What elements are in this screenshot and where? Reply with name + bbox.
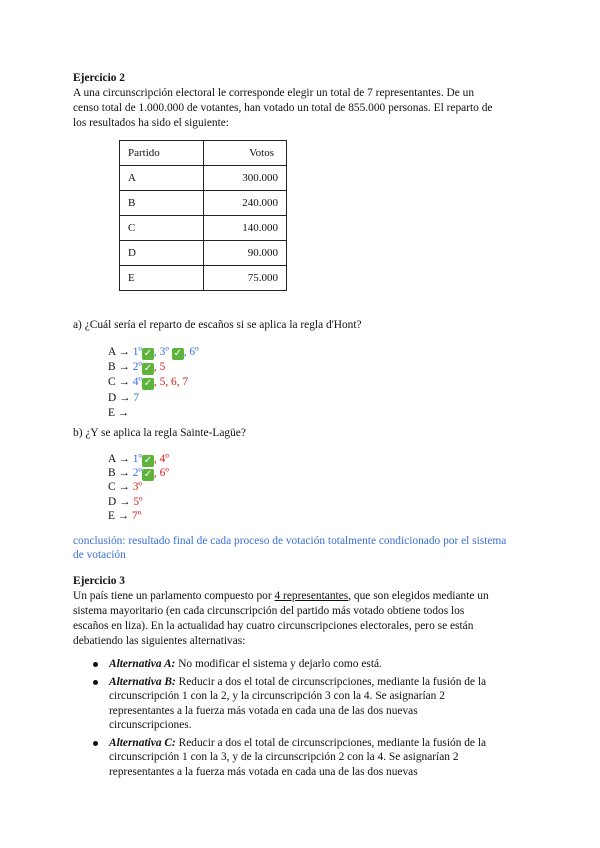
alternative-text: circunscripciones. (109, 719, 192, 731)
answer-seat-text: 2º (132, 467, 142, 480)
table-cell-party: D (120, 241, 204, 266)
alternative-line (109, 657, 382, 672)
alternative-text: circunscripción 1 con la 3, y de la circunscripción 2 con la 4. Se asignarían 2 (109, 751, 459, 763)
ex3-intro-line-4: debatiendo las siguientes alternativas: (73, 635, 246, 647)
ex2-intro-line-1: A una circunscripción electoral le corresponde elegir un total de 7 representantes. De un (73, 87, 475, 99)
ex2-intro-line-3: los resultados ha sido el siguiente: (73, 117, 229, 129)
sainte-lague-answer-line (108, 452, 169, 467)
alternative-text: No modificar el sistema y dejarlo como está. (175, 658, 382, 670)
alternative-line (109, 689, 445, 704)
votes-table (119, 140, 287, 291)
ex3-intro-line-3: escaños en liza). En la actualidad hay cuatro circunscripciones electorales, pero se están (73, 620, 474, 632)
table-row (120, 191, 287, 216)
dhont-answer-line (108, 406, 129, 421)
answer-seat-text: 4º (132, 376, 142, 389)
answer-seat-text: , 5 (153, 361, 166, 374)
bullet-icon (93, 662, 98, 667)
answer-party-prefix: E → (108, 406, 130, 419)
answer-seat-text: 5º (133, 495, 143, 508)
answer-seat-text: 1º (132, 346, 142, 358)
alternative-line (109, 675, 486, 690)
sainte-lague-answer-line (108, 495, 143, 510)
answer-party-prefix: A → (108, 453, 133, 465)
table-cell-votes: 240.000 (204, 191, 287, 216)
alternative-line (109, 718, 192, 733)
alternative-line (109, 765, 418, 780)
answer-seat-text: 7 (133, 391, 140, 404)
table-cell-votes: 75.000 (204, 266, 287, 291)
table-header-votes: Votos (204, 141, 287, 166)
table-header-row (120, 141, 287, 166)
answer-seat-text: 2º (132, 361, 142, 374)
sainte-lague-answer-line (108, 509, 141, 524)
table-header-party: Partido (120, 141, 204, 166)
sainte-lague-answer-line (108, 466, 169, 481)
ex3-intro-post: , que son elegidos mediante un (348, 590, 489, 602)
alternative-text: representantes a la fuerza más votada en cada una de las dos nuevas (109, 704, 418, 717)
alternative-line (109, 750, 459, 765)
bullet-icon (93, 680, 98, 685)
ex2-intro-line-2: censo total de 1.000.000 de votantes, han votado un total de 855.000 personas. El reparto de (73, 102, 493, 114)
checkmark-icon: ✓ (143, 363, 153, 375)
dhont-answer-line (108, 360, 165, 375)
table-row (120, 216, 287, 241)
dhont-answer-line (108, 391, 139, 406)
question-a: a) ¿Cuál sería el reparto de escaños si se aplica la regla d'Hont? (73, 319, 362, 331)
checkmark-icon: ✓ (143, 455, 153, 466)
dhont-answer-line (108, 375, 188, 390)
answer-party-prefix: B → (108, 361, 133, 374)
answer-seat-text: , 3º (153, 346, 172, 358)
table-row (120, 166, 287, 191)
answer-party-prefix: D → (108, 391, 134, 404)
answer-party-prefix: D → (108, 495, 134, 508)
alternative-line (109, 736, 486, 751)
question-b: b) ¿Y se aplica la regla Sainte-Lagüe? (73, 427, 246, 439)
table-cell-party: B (120, 191, 204, 216)
answer-seat-text: , 6º (183, 346, 199, 358)
alternative-label: Alternativa B: (109, 675, 176, 688)
alternative-text: Reducir a dos el total de circunscripciones, mediante la fusión de la (175, 675, 487, 688)
sainte-lague-answer-line (108, 480, 142, 495)
table-cell-party: C (120, 216, 204, 241)
checkmark-icon: ✓ (173, 348, 182, 359)
table-cell-party: A (120, 166, 204, 191)
table-cell-votes: 140.000 (204, 216, 287, 241)
answer-seat-text: , 5, 6, 7 (153, 376, 189, 389)
answer-seat-text: , 6º (153, 467, 169, 480)
alternative-text: circunscripción 1 con la 2, y la circunscripción 3 con la 4. Se asignarían 2 (109, 690, 445, 702)
checkmark-icon: ✓ (143, 348, 153, 359)
answer-party-prefix: C → (108, 481, 133, 494)
ex2-title: Ejercicio 2 (73, 72, 125, 84)
ex3-intro-line-1 (73, 589, 489, 604)
checkmark-icon: ✓ (143, 469, 153, 481)
dhont-answer-line (108, 345, 199, 360)
conclusion-line-1: conclusión: resultado final de cada proceso de votación totalmente condicionado por el sistema (73, 535, 507, 547)
answer-seat-text: 7º (132, 509, 142, 522)
table-row (120, 266, 287, 291)
answer-party-prefix: A → (108, 346, 133, 358)
answer-party-prefix: E → (108, 509, 133, 522)
answer-seat-text: 1º (132, 453, 142, 465)
answer-seat-text: 3º (132, 481, 142, 494)
conclusion-line-2: de votación (73, 549, 126, 561)
alternative-label: Alternativa A: (109, 658, 176, 670)
alternative-text: Reducir a dos el total de circunscripciones, mediante la fusión de la (175, 736, 487, 749)
table-cell-party: E (120, 266, 204, 291)
checkmark-icon: ✓ (143, 378, 153, 390)
ex3-intro-underlined: 4 representantes (274, 590, 349, 602)
alternative-label: Alternativa C: (109, 736, 176, 749)
answer-party-prefix: B → (108, 467, 133, 480)
bullet-icon (93, 741, 98, 746)
table-cell-votes: 300.000 (204, 166, 287, 191)
table-cell-votes: 90.000 (204, 241, 287, 266)
answer-seat-text: , 4º (153, 453, 169, 465)
table-row (120, 241, 287, 266)
ex3-title: Ejercicio 3 (73, 575, 125, 587)
ex3-intro-line-2: sistema mayoritario (en cada circunscripción del partido más votado obtiene todos los (73, 605, 465, 617)
alternative-line (109, 704, 418, 719)
answer-party-prefix: C → (108, 376, 133, 389)
ex3-intro-pre: Un país tiene un parlamento compuesto por (73, 590, 275, 602)
alternative-text: representantes a la fuerza más votada en cada una de las dos nuevas (109, 765, 418, 778)
